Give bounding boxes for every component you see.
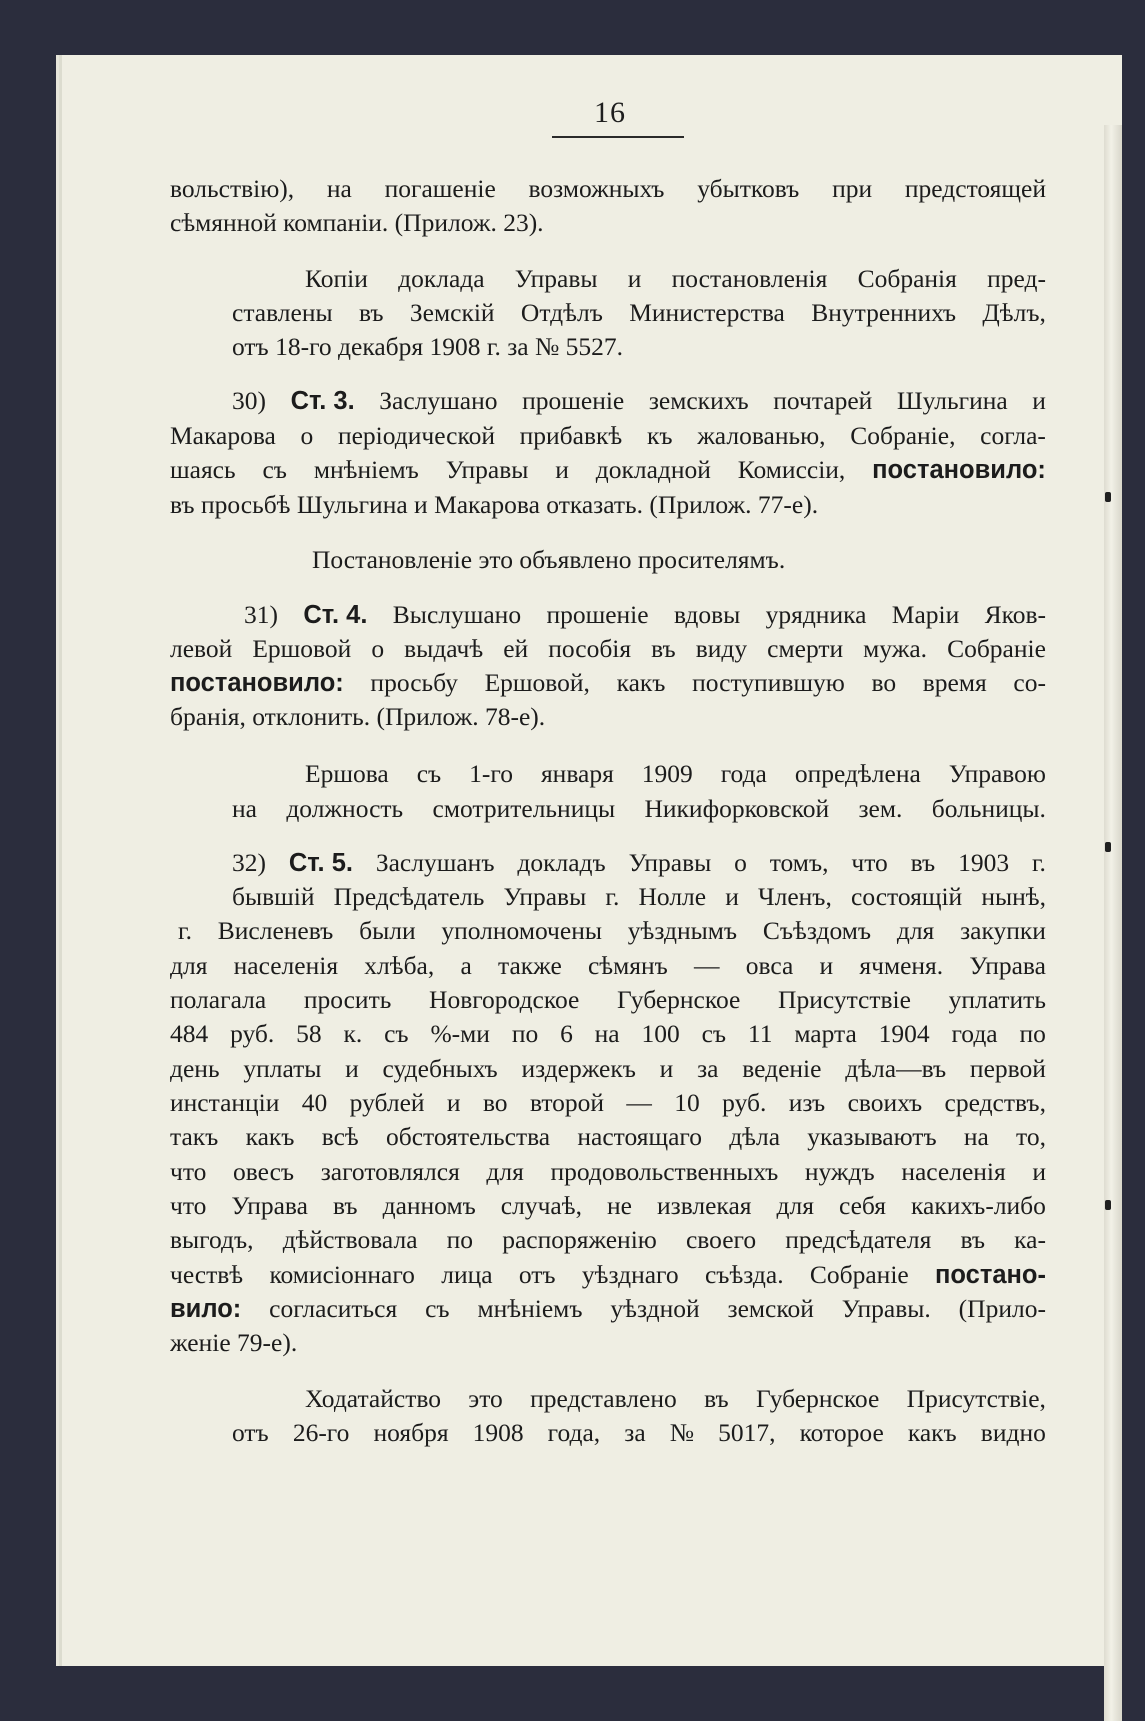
word: также [498, 951, 562, 980]
word: 1909 [641, 759, 693, 788]
word: дѣла [729, 1122, 781, 1151]
word: предсѣдателя [785, 1225, 932, 1254]
word: уполномочены [441, 916, 602, 945]
text-line [232, 296, 1046, 330]
word: сѣмянной компаніи. (Прилож. 23). [170, 208, 544, 237]
word: Ходатайство [305, 1384, 441, 1413]
word: %-ми [430, 1019, 490, 1048]
word: и [659, 1054, 674, 1083]
text-line [170, 1223, 1046, 1257]
word: и [446, 1088, 461, 1117]
word: Управы. [841, 1294, 931, 1323]
word: а [460, 951, 472, 980]
word: января [540, 759, 614, 788]
text-line [170, 1292, 1046, 1326]
word: что [170, 1191, 207, 1220]
word: которое [799, 1418, 884, 1447]
word: почтарей [773, 386, 873, 415]
word: періодической [337, 421, 495, 450]
word: ячменя. [859, 951, 944, 980]
word: постано- [935, 1261, 1046, 1289]
word: — [694, 951, 720, 980]
word: 40 [301, 1088, 328, 1117]
word: населенія [901, 1157, 1006, 1186]
text-line [170, 666, 1046, 700]
word: и [1032, 386, 1046, 415]
word: отъ [232, 1418, 269, 1447]
word: Новгородское [429, 985, 580, 1014]
binding-mark [1105, 492, 1111, 502]
word: 30) [232, 386, 266, 415]
word: не [606, 1191, 632, 1220]
word: по [446, 1225, 474, 1254]
word: на [326, 174, 352, 203]
word: Губернское [617, 985, 741, 1014]
word: урядника [765, 600, 867, 629]
word: были [359, 916, 416, 945]
word: согласиться [269, 1294, 398, 1323]
text-line [170, 1258, 1046, 1292]
word: съ [384, 1019, 409, 1048]
word: Комиссіи, [737, 455, 846, 484]
word: 6 [560, 1019, 573, 1048]
word: выгодъ, [170, 1225, 254, 1254]
word: ка- [1014, 1225, 1046, 1254]
word: погашеніе [384, 174, 496, 203]
word: Ст. 5. [288, 849, 353, 877]
word: ставлены [232, 298, 333, 327]
word: для [896, 916, 935, 945]
word: Маріи [891, 600, 960, 629]
word: такъ [170, 1122, 219, 1151]
word: при [832, 174, 873, 203]
word: Присутствіе, [906, 1384, 1046, 1413]
word: Постановленіе это объявлено просителямъ. [312, 545, 786, 574]
word: съ [262, 455, 287, 484]
word: (Прило- [958, 1294, 1046, 1323]
word: Управа [231, 1191, 308, 1220]
word: 26-го [292, 1418, 350, 1447]
word: Нолле [638, 882, 707, 911]
word: 1-го [469, 759, 513, 788]
word: года [951, 1019, 998, 1048]
word: смотрительницы [432, 794, 616, 823]
text-line [305, 262, 1046, 296]
word: 1908 [472, 1418, 524, 1447]
word: рублей [349, 1088, 425, 1117]
word: данномъ [382, 1191, 476, 1220]
text-line [170, 1086, 1046, 1120]
text-line [170, 1017, 1046, 1051]
word: какихъ-либо [911, 1191, 1046, 1220]
word: руб. [722, 1088, 767, 1117]
word: закупки [960, 916, 1046, 945]
word: Управою [948, 759, 1046, 788]
word: во [871, 668, 897, 697]
word: прошеніе [546, 600, 649, 629]
word: возможныхъ [528, 174, 665, 203]
word: земскихъ [648, 386, 749, 415]
word: пред- [987, 264, 1046, 293]
word: ноября [373, 1418, 449, 1447]
word: и [819, 951, 834, 980]
word: 10 [674, 1088, 700, 1117]
word: 11 [747, 1019, 773, 1048]
word: Собраніе, [850, 421, 956, 450]
word: Заслушано [379, 386, 498, 415]
word: прибавкѣ [519, 421, 623, 450]
word: вдовы [673, 600, 741, 629]
binding-mark [1105, 1200, 1111, 1210]
word: уплатить [948, 985, 1046, 1014]
word: своихъ [847, 1088, 923, 1117]
word: г. [1031, 848, 1046, 877]
word: просить [303, 985, 392, 1014]
word: и [555, 455, 569, 484]
text-line [305, 757, 1046, 791]
word: заготовлялся [320, 1157, 460, 1186]
word: отъ 18-го декабря 1908 г. за № 5527. [232, 332, 624, 361]
text-line [170, 1120, 1046, 1154]
word: распоряженію [502, 1225, 657, 1254]
word: комисіоннаго [269, 1260, 415, 1289]
word: Ершовой, [484, 668, 590, 697]
word: и [627, 264, 642, 293]
word: дѣла—въ [845, 1054, 947, 1083]
word: на [963, 1122, 989, 1151]
word: средствъ, [944, 1088, 1046, 1117]
word: 1904 [878, 1019, 930, 1048]
text-line [232, 330, 1108, 364]
word: Макарова [170, 421, 276, 450]
page-number: 16 [594, 96, 626, 129]
word: для [776, 1191, 814, 1220]
word: смерти [767, 634, 844, 663]
word: 484 [170, 1019, 209, 1048]
text-line [232, 792, 1046, 826]
word: въ [332, 1191, 358, 1220]
word: Заслушанъ [375, 848, 495, 877]
word: дѣйствовала [282, 1225, 418, 1254]
word: въ [358, 298, 384, 327]
word: мнѣніемъ [313, 455, 419, 484]
word: Собраніе [947, 634, 1046, 663]
word: изъ [788, 1088, 826, 1117]
word: время [922, 668, 987, 697]
page-stack-edge [1104, 125, 1122, 1721]
word: съ [416, 759, 442, 788]
word: чествѣ [170, 1260, 244, 1289]
word: продовольственныхъ [550, 1157, 779, 1186]
word: къ [646, 421, 673, 450]
word: пособія [548, 634, 632, 663]
text-line [232, 846, 1046, 880]
word: г. [178, 916, 192, 945]
word: что [170, 1157, 207, 1186]
word: какъ [907, 1418, 957, 1447]
word: — [626, 1088, 652, 1117]
word: женіе 79-е). [170, 1328, 298, 1357]
word: всѣ [321, 1122, 359, 1151]
word: больницы. [931, 794, 1046, 823]
word: Ершовой [252, 634, 352, 663]
word: второй [529, 1088, 605, 1117]
word: въ просьбѣ Шульгина и Макарова отказать. (Прилож. 77-е). [170, 490, 819, 519]
binding-mark [1105, 842, 1111, 852]
word: Дѣлъ, [982, 298, 1046, 327]
word: на [594, 1019, 620, 1048]
word: въ [704, 1384, 729, 1413]
word: шаясь [170, 455, 236, 484]
word: Висленевъ [217, 916, 334, 945]
word: извлекая [656, 1191, 752, 1220]
text-line [170, 419, 1046, 453]
word: и [1032, 1157, 1046, 1186]
word: г. [605, 882, 620, 911]
word: Ст. 4. [303, 601, 368, 629]
word: томъ, [769, 848, 829, 877]
word: докладной [595, 455, 711, 484]
word: за [697, 1054, 719, 1083]
word: года [720, 759, 767, 788]
word: к. [343, 1019, 363, 1048]
word: 5017, [718, 1418, 776, 1447]
text-line [232, 1416, 1046, 1450]
word: уплаты [243, 1054, 322, 1083]
word: Губернское [755, 1384, 880, 1413]
word: за [624, 1418, 646, 1447]
word: левой [170, 634, 233, 663]
word: по [511, 1019, 539, 1048]
text-line [170, 983, 1046, 1017]
word: по [1019, 1019, 1046, 1048]
word: нынѣ, [981, 882, 1046, 911]
word: мнѣніемъ [477, 1294, 583, 1323]
word: своего [685, 1225, 757, 1254]
word: хлѣба, [364, 951, 435, 980]
word: населенія [233, 951, 339, 980]
word: марта [794, 1019, 857, 1048]
word: инстанціи [170, 1088, 280, 1117]
page-number-rule [552, 136, 684, 138]
word: видно [980, 1418, 1046, 1447]
word: случаѣ, [500, 1191, 582, 1220]
word: уѣздной [610, 1294, 700, 1323]
word: Съѣздомъ [762, 916, 872, 945]
text-line [170, 172, 1046, 206]
word: постановило: [872, 456, 1046, 484]
word: выдачѣ [404, 634, 484, 663]
word: овса [745, 951, 794, 980]
word: ей [503, 634, 529, 663]
word: это [468, 1384, 503, 1413]
text-line [244, 598, 1046, 632]
text-line [170, 206, 1046, 240]
word: 31) [244, 600, 278, 629]
word: Собранія [857, 264, 957, 293]
word: веденіе [742, 1054, 822, 1083]
word: издержекъ [521, 1054, 636, 1083]
word: Членъ, [758, 882, 832, 911]
word: Шульгина [896, 386, 1008, 415]
word: нуждъ [804, 1157, 875, 1186]
word: Ст. 3. [290, 387, 355, 415]
word: обстоятельства [385, 1122, 551, 1151]
word: съѣзда. [704, 1260, 784, 1289]
word: предстоящей [904, 174, 1046, 203]
word: доклада [398, 264, 485, 293]
word: 58 [296, 1019, 322, 1048]
word: Ершова [305, 759, 389, 788]
word: отъ [518, 1260, 556, 1289]
word: постановленія [671, 264, 828, 293]
word: прошеніе [522, 386, 625, 415]
word: вольствію), [170, 174, 295, 203]
word: полагала [170, 985, 267, 1014]
word: указываютъ [807, 1122, 937, 1151]
text-line [170, 1052, 1046, 1086]
text-line [170, 453, 1046, 487]
text-line [232, 384, 1046, 418]
word: Внутреннихъ [811, 298, 957, 327]
word: убытковъ [697, 174, 800, 203]
word: Управы [628, 848, 712, 877]
word: въ [651, 634, 676, 663]
word: Управа [969, 951, 1046, 980]
text-line [232, 880, 1046, 914]
word: вило: [170, 1295, 242, 1323]
word: Яков- [984, 600, 1046, 629]
word: судебныхъ [382, 1054, 498, 1083]
word: съ [701, 1019, 727, 1048]
word: то, [1016, 1122, 1046, 1151]
word: на [232, 794, 257, 823]
word: Собраніе [809, 1260, 909, 1289]
word: и [345, 1054, 359, 1083]
word: зем. [858, 794, 903, 823]
text-line [170, 632, 1046, 666]
word: день [170, 1054, 220, 1083]
word: себя [838, 1191, 886, 1220]
text-line [170, 700, 1046, 734]
word: со- [1013, 668, 1046, 697]
word: жалованью, [697, 421, 826, 450]
word: состоящій [851, 882, 963, 911]
word: овесъ [232, 1157, 295, 1186]
word: бывшій [232, 882, 315, 911]
word: уѣзднымъ [627, 916, 738, 945]
word: руб. [230, 1019, 275, 1048]
word: земской [727, 1294, 814, 1323]
word: для [486, 1157, 524, 1186]
word: лица [441, 1260, 493, 1289]
word: согла- [980, 421, 1046, 450]
word: 1903 [958, 848, 1010, 877]
word: представлено [530, 1384, 677, 1413]
word: какъ [245, 1122, 295, 1151]
text-line [170, 488, 1046, 522]
text-line [170, 1326, 1046, 1360]
word: въ [910, 848, 936, 877]
word: Управы [514, 264, 598, 293]
word: Отдѣлъ [520, 298, 603, 327]
word: что [851, 848, 888, 877]
word: Никифорковской [644, 794, 830, 823]
word: настоящаго [577, 1122, 702, 1151]
word: Земскій [409, 298, 495, 327]
word: Предсѣдатель [333, 882, 485, 911]
word: для [170, 951, 208, 980]
text-line [312, 543, 1145, 577]
word: 100 [641, 1019, 680, 1048]
text-line [170, 1155, 1046, 1189]
text-line [178, 914, 1046, 948]
word: какъ [616, 668, 666, 697]
word: мужа. [863, 634, 928, 663]
word: Министерства [629, 298, 785, 327]
word: и [725, 882, 739, 911]
word: докладъ [517, 848, 606, 877]
word: уѣзднаго [581, 1260, 679, 1289]
word: въ [960, 1225, 986, 1254]
word: года, [547, 1418, 601, 1447]
word: просьбу [370, 668, 458, 697]
word: Копіи [305, 264, 368, 293]
word: № [669, 1418, 695, 1447]
word: Выслушано [392, 600, 522, 629]
word: опредѣлена [794, 759, 921, 788]
word: Управы [503, 882, 587, 911]
word: о [300, 421, 314, 450]
text-line [170, 1189, 1046, 1223]
text-line [170, 949, 1046, 983]
word: во [482, 1088, 508, 1117]
word: сѣмянъ [587, 951, 668, 980]
text-line [305, 1382, 1046, 1416]
word: о [371, 634, 385, 663]
word: Присутствіе [778, 985, 911, 1014]
word: о [734, 848, 747, 877]
word: виду [695, 634, 748, 663]
word: поступившую [692, 668, 845, 697]
word: бранія, отклонить. (Прилож. 78-е). [170, 702, 546, 731]
word: постановило: [170, 669, 344, 697]
word: должность [286, 794, 404, 823]
word: 32) [232, 848, 266, 877]
word: Управы [445, 455, 529, 484]
word: первой [969, 1054, 1046, 1083]
word: съ [425, 1294, 450, 1323]
